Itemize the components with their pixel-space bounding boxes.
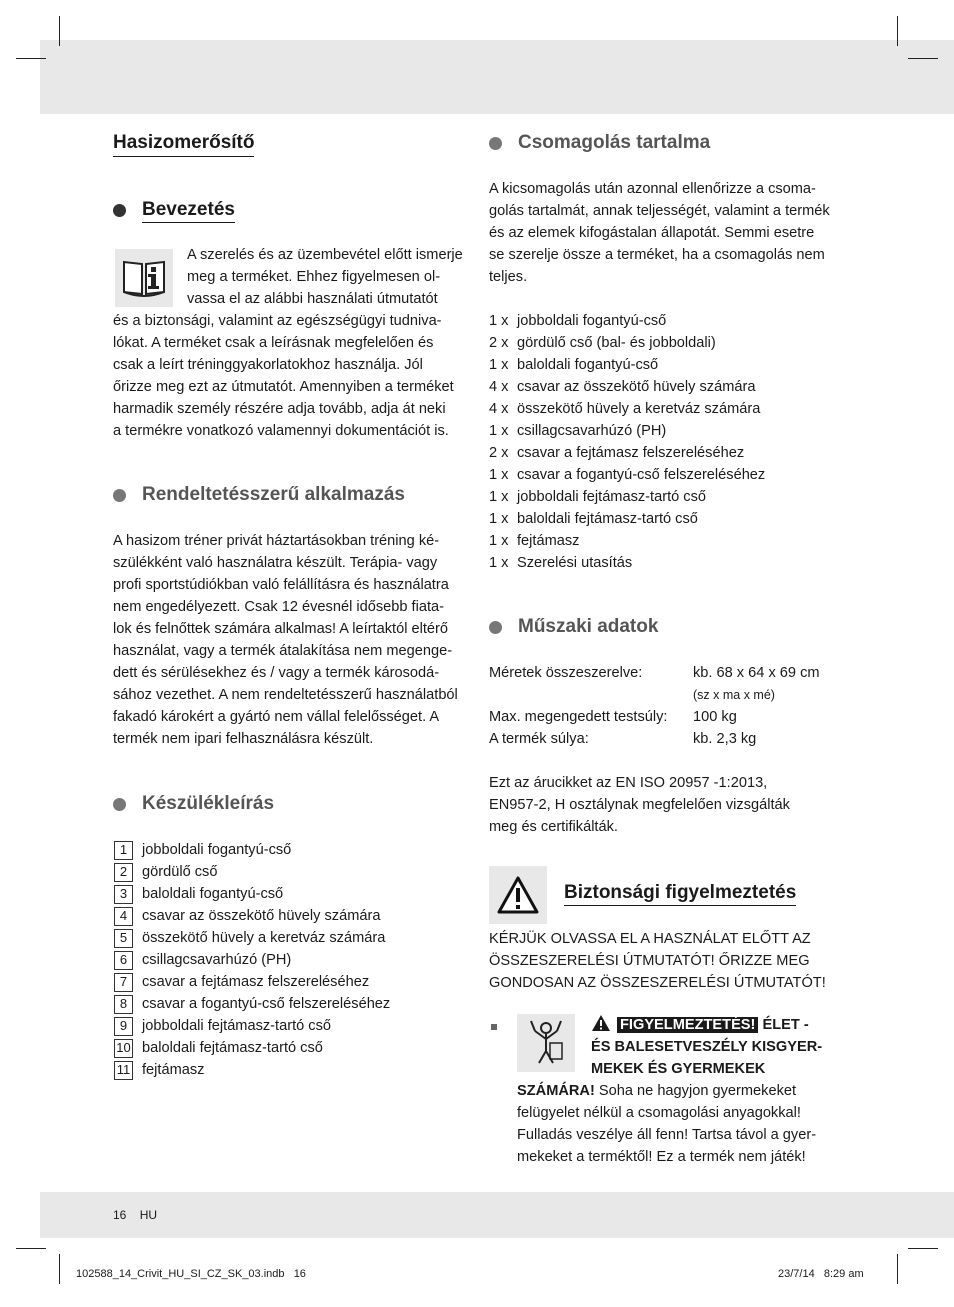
list-item: 1 x csillagcsavarhúzó (PH) (489, 423, 667, 439)
section-heading-device-description: Készülékleírás (113, 792, 274, 816)
package-contents-list (489, 310, 845, 574)
list-item: 1 x fejtámasz (489, 533, 580, 549)
print-slug-right: 23/7/14 8:29 am (778, 1268, 864, 1280)
spec-row: Max. megengedett testsúly: 100 kg (489, 709, 737, 725)
warning-text-beside-icon: FIGYELMEZTETÉS! ÉLET - ÉS BALESETVESZÉLY KISGYER- MEKEK ÉS GYERMEKEK (591, 1014, 851, 1080)
section-heading-intended-use: Rendeltetésszerű alkalmazás (113, 483, 405, 507)
crop-mark (16, 58, 46, 59)
warning-triangle-icon (489, 866, 547, 924)
section-heading-intro: Bevezetés (113, 198, 235, 223)
list-item: 3 baloldali fogantyú-cső (114, 883, 464, 905)
spec-row: A termék súlya: kb. 2,3 kg (489, 731, 757, 747)
device-parts-list (114, 839, 464, 1081)
bullet-dot (489, 137, 502, 150)
list-item: 7 csavar a fejtámasz felszereléséhez (114, 971, 464, 993)
intended-use-text: A hasizom tréner privát háztartásokban tréning ké- szülékként való használatra készült. Terápia- vagy profi sportstúdiókban való felállításra és használatra nem engedélyezett. Csak 12 évesnél idősebb fiata- lok és felnőttek számára alkalmas! A leírtaktól eltérő használat, vagy a termék átalakítása nem megenge- dett és sérülésekhez és / vagy a termék károsodá- sához vezethet. A nem rendeltetésszerű használatból fakadó károkért a gyártó nem vállal felelősséget. A termék nem ipari felhasználásra készült. (113, 533, 458, 747)
list-item: 1 x baloldali fejtámasz-tartó cső (489, 511, 698, 527)
list-item: 10 baloldali fejtámasz-tartó cső (114, 1037, 464, 1059)
page-number: 16 HU (113, 1208, 158, 1222)
spec-row: (sz x ma x mé) (693, 688, 775, 702)
crop-mark (16, 1248, 46, 1249)
list-item: 1 x Szerelési utasítás (489, 555, 633, 571)
crop-mark (908, 58, 938, 59)
list-item: 2 gördülő cső (114, 861, 464, 883)
list-item: 2 x csavar a fejtámasz felszereléséhez (489, 445, 745, 461)
crop-mark (897, 1254, 898, 1284)
list-item: 4 csavar az összekötő hüvely számára (114, 905, 464, 927)
intro-text: és a biztonsági, valamint az egészségügyi tudniva- lókat. A terméket csak a leírásnak megfelelően és csak a leírt tréninggyakorlatokhoz használja. Jól őrizze meg ezt az útmutatót. Amennyiben a terméket harmadik személy részére adja tovább, adja át neki a termékre vonatkozó valamennyi dokumentációt is. (113, 313, 454, 439)
warning-text: SZÁMÁRA! Soha ne hagyjon gyermekeket felügyelet nélkül a csomagolási anyagokkal! Fulladás veszélye áll fenn! Tartsa távol a gyer- mekeket a terméktől! Ez a termék nem játék! (517, 1083, 817, 1165)
crop-mark (59, 1254, 60, 1284)
square-bullet (491, 1024, 497, 1030)
bullet-dot (113, 798, 126, 811)
list-item: 1 x csavar a fogantyú-cső felszereléséhez (489, 467, 766, 483)
section-heading-package-contents: Csomagolás tartalma (489, 131, 710, 155)
list-item: 8 csavar a fogantyú-cső felszereléséhez (114, 993, 464, 1015)
info-book-icon (115, 249, 173, 307)
bullet-dot (113, 489, 126, 502)
crop-mark (59, 16, 60, 46)
print-slug-left: 102588_14_Crivit_HU_SI_CZ_SK_03.indb 16 (76, 1268, 306, 1280)
document-title: Hasizomerősítő (113, 131, 254, 157)
list-item: 2 x gördülő cső (bal- és jobboldali) (489, 335, 716, 351)
header-band (40, 40, 954, 114)
list-item: 4 x összekötő hüvely a keretváz számára (489, 401, 761, 417)
list-item: 1 x baloldali fogantyú-cső (489, 357, 659, 373)
list-item: 9 jobboldali fejtámasz-tartó cső (114, 1015, 464, 1037)
bullet-dot (113, 204, 126, 217)
bullet-dot (489, 621, 502, 634)
certification-text: Ezt az árucikket az EN ISO 20957 -1:2013, EN957-2, H osztálynak megfelelően vizsgálták meg és certifikálták. (489, 775, 790, 835)
list-item: 1 x jobboldali fogantyú-cső (489, 313, 667, 329)
list-item: 1 x jobboldali fejtámasz-tartó cső (489, 489, 706, 505)
warning-triangle-small-icon (591, 1014, 611, 1032)
package-contents-text: A kicsomagolás után azonnal ellenőrizze a csoma- golás tartalmát, annak teljességét, valamint a termék és az elemek kifogástalan állapotát. Semmi esetre se szerelje össze a terméket, ha a csomagolás nem teljes. (489, 181, 830, 285)
spec-row: Méretek összeszerelve: kb. 68 x 64 x 69 cm (489, 665, 820, 681)
list-item: 5 összekötő hüvely a keretváz számára (114, 927, 464, 949)
crop-mark (908, 1248, 938, 1249)
crop-mark (897, 16, 898, 46)
technical-specs (489, 662, 845, 750)
list-item: 4 x csavar az összekötő hüvely számára (489, 379, 756, 395)
list-item: 6 csillagcsavarhúzó (PH) (114, 949, 464, 971)
list-item: 1 jobboldali fogantyú-cső (114, 839, 464, 861)
warning-label: FIGYELMEZTETÉS! (617, 1017, 758, 1033)
list-item: 11 fejtámasz (114, 1059, 464, 1081)
safety-caps-text: KÉRJÜK OLVASSA EL A HASZNÁLAT ELŐTT AZ ÖSSZESZERELÉSI ÚTMUTATÓT! ŐRIZZE MEG GONDOSAN AZ ÖSSZESZERELÉSI ÚTMUTATÓT! (489, 931, 826, 991)
section-heading-technical-data: Műszaki adatok (489, 615, 658, 639)
intro-text-beside-icon: A szerelés és az üzembevétel előtt ismerje meg a terméket. Ehhez figyelmesen ol- vassa el az alábbi használati útmutatót (187, 247, 463, 307)
footer-band (40, 1192, 954, 1238)
section-heading-safety: Biztonsági figyelmeztetés (564, 881, 796, 906)
